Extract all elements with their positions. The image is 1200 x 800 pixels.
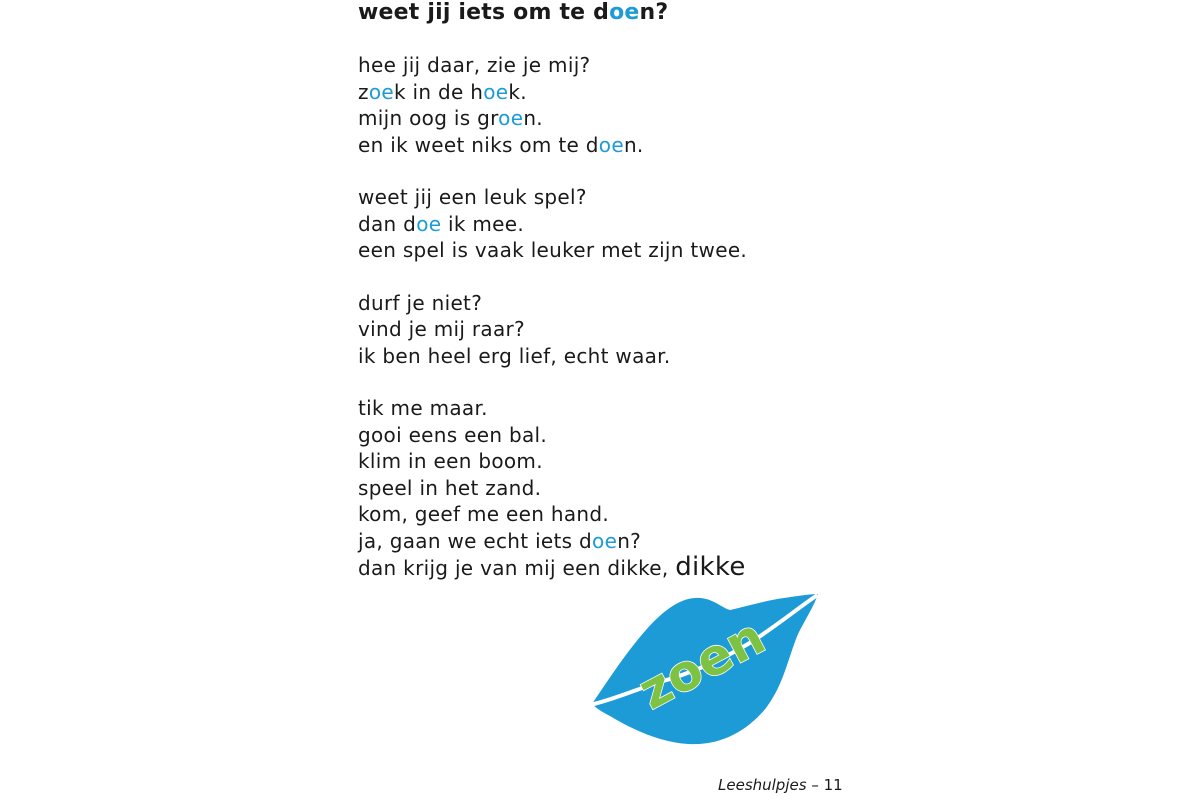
line-highlight: oe: [598, 132, 624, 157]
stanza-3: [358, 290, 818, 370]
poem-line: een spel is vaak leuker met zijn twee.: [358, 238, 748, 262]
line-highlight: oe: [483, 79, 509, 104]
footer-page-number: 11: [823, 776, 843, 794]
line-part: mijn oog is gr: [358, 106, 499, 130]
title-text-part: weet jij iets om te d: [358, 0, 610, 25]
line-highlight: oe: [498, 106, 524, 130]
stanza-4: [358, 395, 818, 582]
poem-line: hee jij daar, zie je mij?: [358, 53, 591, 77]
line-part: en ik weet niks om te d: [358, 132, 599, 157]
footer-book-name: Leeshulpjes: [718, 776, 807, 794]
poem-line: [358, 132, 818, 159]
poem-line: kom, geef me een hand.: [358, 502, 610, 526]
poem-line: weet jij een leuk spel?: [358, 185, 587, 209]
line-part: ja, gaan we echt iets d: [358, 528, 593, 553]
poem-body: [358, 52, 818, 608]
poem-line: [358, 105, 818, 132]
stanza-2: [358, 184, 818, 264]
poem-title: [358, 0, 668, 25]
line-part: k.: [508, 79, 527, 104]
line-part: n.: [523, 106, 543, 130]
poem-line: [358, 79, 818, 106]
poem-line: gooi eens een bal.: [358, 422, 548, 447]
line-highlight: oe: [416, 211, 442, 236]
stanza-1: [358, 52, 818, 158]
line-highlight: oe: [592, 528, 618, 553]
line-part: ik mee.: [441, 211, 525, 236]
line-part: k in de h: [393, 79, 484, 104]
poem-line: [358, 528, 818, 555]
poem-line: speel in het zand.: [358, 475, 542, 500]
poem-line: klim in een boom.: [358, 449, 543, 473]
page-footer: [718, 776, 843, 794]
footer-separator: –: [806, 776, 824, 794]
line-part: n?: [617, 528, 642, 553]
line-highlight: oe: [368, 79, 394, 104]
poem-line: tik me maar.: [358, 396, 488, 420]
zoen-word: zoen: [629, 607, 775, 721]
poem-line: [358, 211, 818, 238]
line-part: n.: [623, 132, 644, 157]
poem-line: [358, 554, 818, 582]
poem-line: durf je niet?: [358, 290, 483, 315]
line-part: dan d: [358, 211, 417, 236]
title-highlight: oe: [609, 0, 640, 25]
title-text-end: n?: [639, 0, 669, 25]
line-part: dan krijg je van mij een dikke,: [358, 556, 676, 580]
poem-line: vind je mij raar?: [358, 317, 525, 341]
lips-illustration: [588, 588, 820, 748]
dikke-large: dikke: [675, 552, 746, 582]
line-part: z: [358, 79, 369, 104]
poem-line: ik ben heel erg lief, echt waar.: [358, 343, 671, 368]
